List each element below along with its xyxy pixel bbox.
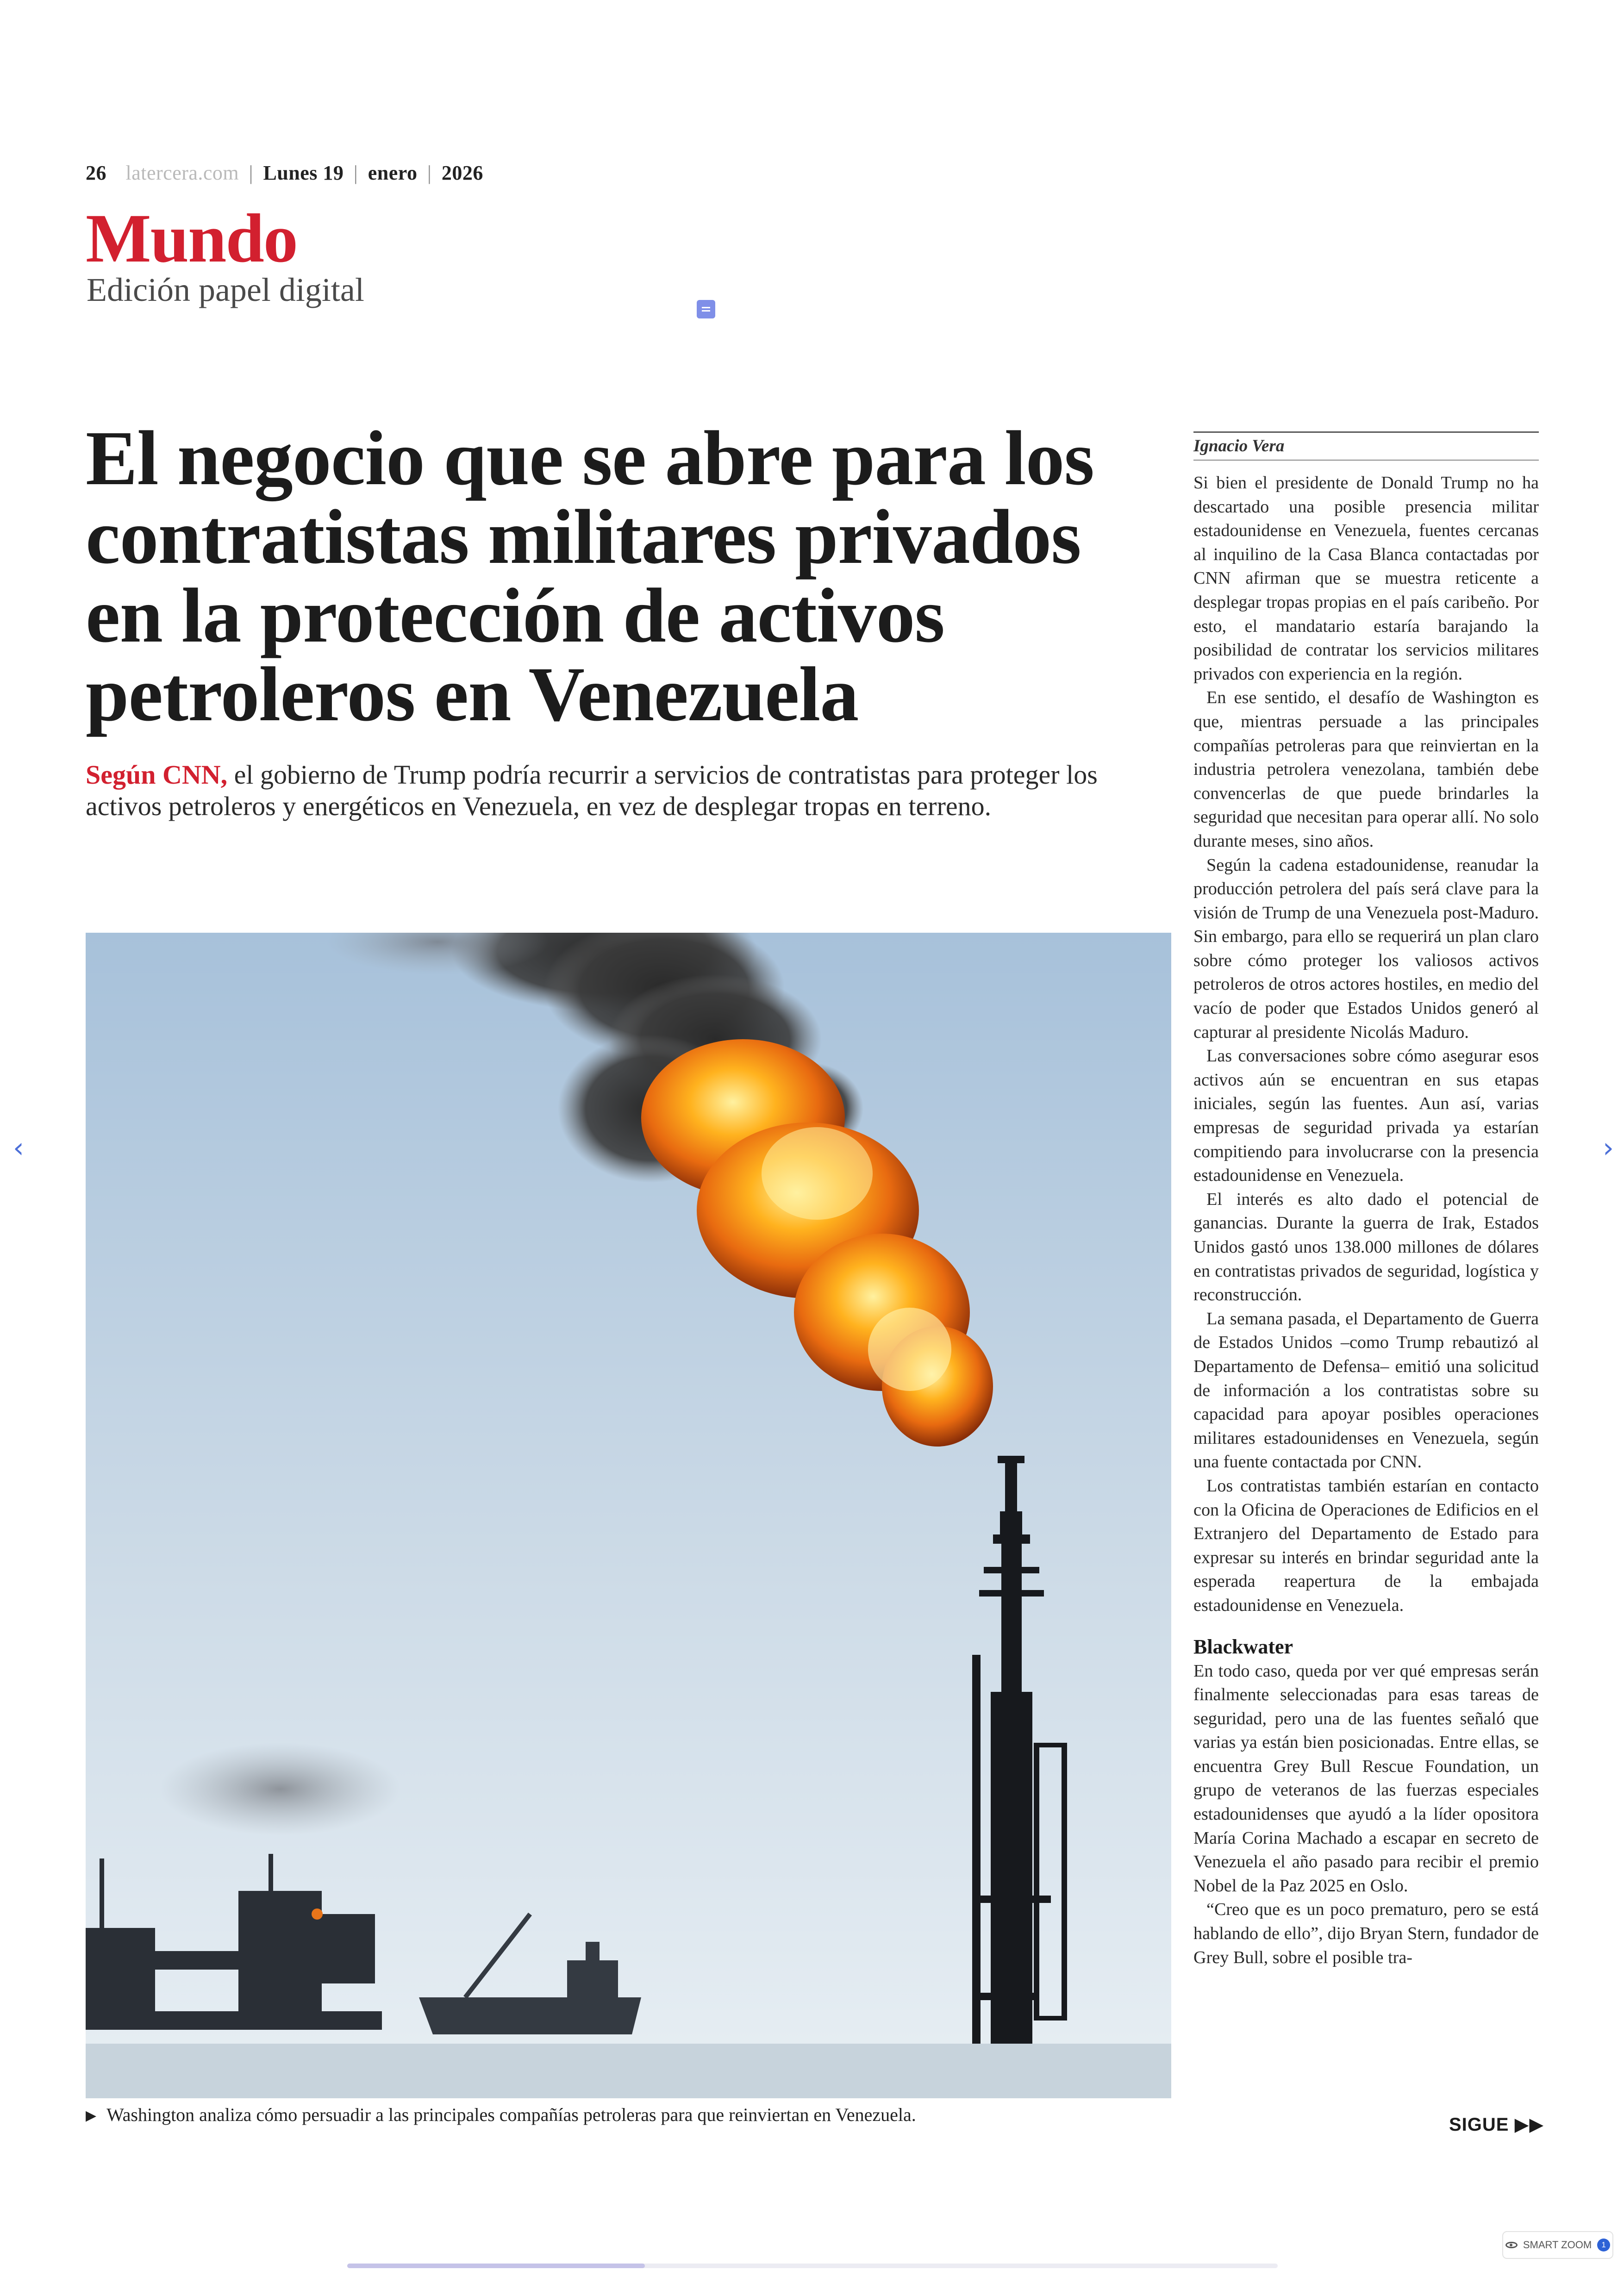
smart-zoom-count-badge: 1: [1597, 2239, 1610, 2251]
folio-divider: |: [353, 162, 358, 184]
next-page-button[interactable]: [1594, 1134, 1622, 1162]
previous-page-button[interactable]: [5, 1134, 32, 1162]
eye-icon: [1505, 2242, 1518, 2248]
article-headline: El negocio que se abre para los contratistas militares privados en la protección de activos petroleros en Venezuela: [86, 415, 1094, 737]
folio-year: 2026: [441, 162, 483, 184]
body-subhead: Blackwater: [1193, 1635, 1293, 1658]
smart-zoom-button[interactable]: [1502, 2231, 1613, 2259]
article-body: [1193, 471, 1539, 1970]
page-folio: [86, 161, 483, 185]
caption-triangle-icon: ▶: [86, 2108, 97, 2123]
body-paragraph: Las conversaciones sobre cómo asegurar esos activos aún se encuentran en sus etapas iniciales, según las fuentes. Aun así, varias empresas de seguridad privada ya estarían compitiendo para involucrarse con la presencia estadounidense en Venezuela.: [1193, 1046, 1539, 1185]
body-paragraph: “Creo que es un poco prematuro, pero se está hablando de ello”, dijo Bryan Stern, fundador de Grey Bull, sobre el posible tra-: [1193, 1900, 1539, 1967]
sea: [86, 2044, 1171, 2098]
photo-caption: [86, 2104, 1171, 2126]
article-lede: [86, 759, 1169, 822]
folio-month: enero: [368, 162, 418, 184]
oil-flare-photo: [86, 933, 1171, 2098]
smart-zoom-label: SMART ZOOM: [1523, 2239, 1592, 2251]
lede-source: Según CNN,: [86, 760, 228, 790]
folio-day: Lunes 19: [263, 162, 344, 184]
folio-divider: |: [249, 162, 253, 184]
byline: Ignacio Vera: [1193, 431, 1539, 461]
body-paragraph: En todo caso, queda por ver qué empresas serán finalmente seleccionadas para esas tareas de seguridad, pero una de las fuentes señaló que varias ya están bien posicionadas. Entre ellas, se encuentra Grey Bull Rescue Foundation, un grupo de veteranos de las fuerzas especiales estadounidenses que ayudó a la líder opositora María Corina Machado a escapar en secreto de Venezuela el año pasado para recibir el premio Nobel de la Paz 2025 en Oslo.: [1193, 1661, 1539, 1896]
note-icon[interactable]: [697, 300, 715, 318]
body-paragraph: Según la cadena estadounidense, reanudar la producción petrolera del país será clave para la visión de Trump de una Venezuela post-Maduro. Sin embargo, para ello se requerirá un plan claro sobre cómo proteger los valiosos activos petroleros de otros actores hostiles, en medio del vacío de poder que Estados Unidos generó al capturar al presidente Nicolás Maduro.: [1193, 855, 1539, 1042]
caption-text: Washington analiza cómo persuadir a las principales compañías petroleras para que reinviertan en Venezuela.: [106, 2104, 916, 2125]
page-progress-fill: [347, 2264, 645, 2268]
body-paragraph: La semana pasada, el Departamento de Guerra de Estados Unidos –como Trump rebautizó al Departamento de Defensa– emitió una solicitud de información a los contratistas sobre su capacidad para apoyar posibles operaciones militares estadounidenses en Venezuela, según una fuente contactada por CNN.: [1193, 1309, 1539, 1472]
chevron-right-icon: ›: [1603, 1132, 1614, 1164]
body-paragraph: Si bien el presidente de Donald Trump no ha descartado una posible presencia militar estadounidense en Venezuela, fuentes cercanas al inquilino de la Casa Blanca contactadas por CNN afirman que se muestra reticente a desplegar tropas propias en el país caribeño. Por esto, el mandatario estaría barajando la posibilidad de contratar los servicios militares privados con experiencia en la región.: [1193, 473, 1539, 684]
body-paragraph: En ese sentido, el desafío de Washington es que, mientras persuade a las principales compañías petroleras para que reinviertan en la industria petrolera venezolana, también debe convencerlas de que puede brindarles la seguridad que necesitan para operar allí. No solo durante meses, sino años.: [1193, 688, 1539, 851]
section-title: Mundo: [86, 200, 297, 277]
site-name: latercera.com: [125, 162, 239, 184]
lede-text: el gobierno de Trump podría recurrir a servicios de contratistas para proteger los activos petroleros y energéticos en Venezuela, en vez de desplegar tropas en terreno.: [86, 760, 1098, 821]
body-paragraph: Los contratistas también estarían en contacto con la Oficina de Operaciones de Edificios en el Extranjero del Departamento de Estado para expresar su interés en brindar seguridad ante la esperada reapertura de la embajada estadounidense en Venezuela.: [1193, 1476, 1539, 1615]
edition-label: Edición papel digital: [87, 271, 364, 308]
distant-smoke: [160, 1743, 400, 1835]
page-number: 26: [86, 162, 106, 184]
article-photo: [86, 933, 1171, 2098]
chevron-left-icon: ‹: [13, 1132, 24, 1164]
body-paragraph: El interés es alto dado el potencial de ganancias. Durante la guerra de Irak, Estados Unidos gastó unos 138.000 millones de dólares en contratistas privados de seguridad, logística y reconstrucción.: [1193, 1189, 1539, 1305]
folio-divider: |: [427, 162, 432, 184]
page-progress-bar[interactable]: [347, 2264, 1278, 2268]
continue-label[interactable]: SIGUE ▶▶: [1449, 2114, 1544, 2135]
